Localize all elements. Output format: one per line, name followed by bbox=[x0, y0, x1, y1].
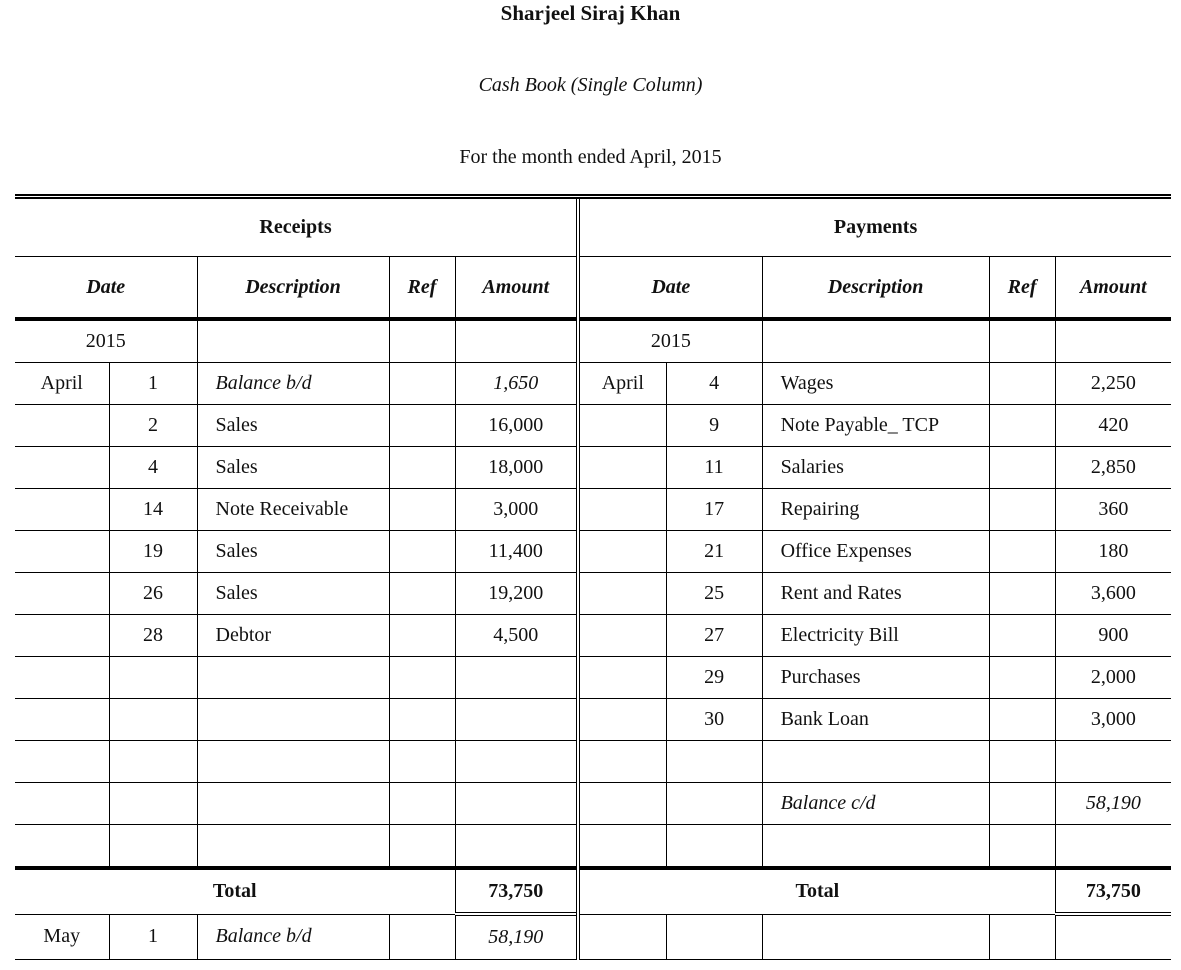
receipts-description-cell bbox=[197, 783, 389, 825]
receipts-month-cell bbox=[15, 489, 109, 531]
receipts-amount-cell: 16,000 bbox=[455, 405, 578, 447]
payments-ref-cell bbox=[989, 699, 1055, 741]
table-row bbox=[15, 447, 1171, 489]
payments-amount-cell: 2,250 bbox=[1055, 363, 1171, 405]
receipts-month-cell bbox=[15, 741, 109, 783]
receipts-ref-cell bbox=[389, 573, 455, 615]
payments-month-cell bbox=[578, 825, 666, 869]
table-row bbox=[15, 657, 1171, 699]
payments-day-cell: 25 bbox=[666, 573, 762, 615]
receipts-description-cell bbox=[197, 657, 389, 699]
receipts-heading: Receipts bbox=[15, 197, 578, 257]
receipts-amount-cell: 19,200 bbox=[455, 573, 578, 615]
receipts-day-cell: 4 bbox=[109, 447, 197, 489]
receipts-date-header: Date bbox=[15, 257, 197, 320]
carry-month: May bbox=[15, 914, 109, 960]
payments-month-cell: April bbox=[578, 363, 666, 405]
payments-amount-cell: 360 bbox=[1055, 489, 1171, 531]
payments-month-cell bbox=[578, 783, 666, 825]
receipts-day-cell bbox=[109, 825, 197, 869]
payments-ref-cell bbox=[989, 531, 1055, 573]
receipts-total-amount: 73,750 bbox=[455, 868, 578, 914]
payments-year: 2015 bbox=[578, 319, 762, 363]
payments-description-cell: Repairing bbox=[762, 489, 989, 531]
receipts-day-cell bbox=[109, 699, 197, 741]
receipts-month-cell bbox=[15, 615, 109, 657]
carry-forward-row bbox=[15, 914, 1171, 960]
section-header-row bbox=[15, 197, 1171, 257]
payments-description-cell: Electricity Bill bbox=[762, 615, 989, 657]
payments-description-cell bbox=[762, 825, 989, 869]
receipts-month-cell bbox=[15, 783, 109, 825]
table-row bbox=[15, 825, 1171, 869]
payments-total-label: Total bbox=[578, 868, 1055, 914]
receipts-day-cell: 26 bbox=[109, 573, 197, 615]
receipts-day-cell: 14 bbox=[109, 489, 197, 531]
payments-day-cell bbox=[666, 741, 762, 783]
payments-month-cell bbox=[578, 573, 666, 615]
receipts-amount-cell bbox=[455, 741, 578, 783]
receipts-month-cell bbox=[15, 405, 109, 447]
year-row bbox=[15, 319, 1171, 363]
payments-amount-cell bbox=[1055, 741, 1171, 783]
receipts-day-cell: 1 bbox=[109, 363, 197, 405]
receipts-month-cell bbox=[15, 699, 109, 741]
table-row bbox=[15, 741, 1171, 783]
payments-amount-cell: 420 bbox=[1055, 405, 1171, 447]
table-row bbox=[15, 615, 1171, 657]
receipts-ref-cell bbox=[389, 447, 455, 489]
payments-description-cell: Salaries bbox=[762, 447, 989, 489]
receipts-description-cell bbox=[197, 699, 389, 741]
payments-heading: Payments bbox=[578, 197, 1171, 257]
receipts-description-cell bbox=[197, 825, 389, 869]
payments-day-cell: 30 bbox=[666, 699, 762, 741]
payments-amount-cell: 900 bbox=[1055, 615, 1171, 657]
payments-description-cell: Wages bbox=[762, 363, 989, 405]
payments-ref-cell bbox=[989, 615, 1055, 657]
receipts-description-cell: Note Receivable bbox=[197, 489, 389, 531]
table-row bbox=[15, 783, 1171, 825]
receipts-ref-cell bbox=[389, 825, 455, 869]
payments-day-cell bbox=[666, 825, 762, 869]
carry-amount: 58,190 bbox=[455, 914, 578, 960]
payments-month-cell bbox=[578, 657, 666, 699]
payments-ref-cell bbox=[989, 363, 1055, 405]
document-subtitle: Cash Book (Single Column) bbox=[478, 74, 703, 96]
payments-description-cell: Office Expenses bbox=[762, 531, 989, 573]
payments-date-header: Date bbox=[578, 257, 762, 320]
receipts-total-label: Total bbox=[15, 868, 455, 914]
receipts-ref-header: Ref bbox=[389, 257, 455, 320]
receipts-month-cell bbox=[15, 531, 109, 573]
receipts-day-cell: 19 bbox=[109, 531, 197, 573]
receipts-description-cell: Sales bbox=[197, 447, 389, 489]
payments-amount-cell bbox=[1055, 825, 1171, 869]
payments-month-cell bbox=[578, 489, 666, 531]
receipts-amount-cell bbox=[455, 825, 578, 869]
totals-row bbox=[15, 868, 1171, 914]
payments-day-cell: 9 bbox=[666, 405, 762, 447]
receipts-amount-cell: 1,650 bbox=[455, 363, 578, 405]
receipts-ref-cell bbox=[389, 531, 455, 573]
receipts-ref-cell bbox=[389, 615, 455, 657]
payments-month-cell bbox=[578, 405, 666, 447]
payments-day-cell: 11 bbox=[666, 447, 762, 489]
receipts-day-cell bbox=[109, 657, 197, 699]
payments-day-cell: 27 bbox=[666, 615, 762, 657]
payments-day-cell: 21 bbox=[666, 531, 762, 573]
payments-ref-cell bbox=[989, 405, 1055, 447]
receipts-day-cell bbox=[109, 783, 197, 825]
receipts-day-cell: 28 bbox=[109, 615, 197, 657]
payments-day-cell: 29 bbox=[666, 657, 762, 699]
payments-day-cell: 4 bbox=[666, 363, 762, 405]
receipts-description-cell: Sales bbox=[197, 573, 389, 615]
table-row bbox=[15, 699, 1171, 741]
table-row bbox=[15, 531, 1171, 573]
receipts-year: 2015 bbox=[15, 319, 197, 363]
payments-description-cell: Rent and Rates bbox=[762, 573, 989, 615]
payments-ref-cell bbox=[989, 489, 1055, 531]
receipts-amount-header: Amount bbox=[455, 257, 578, 320]
payments-total-amount: 73,750 bbox=[1055, 868, 1171, 914]
receipts-day-cell bbox=[109, 741, 197, 783]
payments-ref-cell bbox=[989, 783, 1055, 825]
receipts-description-cell: Sales bbox=[197, 531, 389, 573]
receipts-description-cell: Sales bbox=[197, 405, 389, 447]
receipts-ref-cell bbox=[389, 657, 455, 699]
receipts-description-cell: Debtor bbox=[197, 615, 389, 657]
receipts-day-cell: 2 bbox=[109, 405, 197, 447]
receipts-ref-cell bbox=[389, 699, 455, 741]
carry-day: 1 bbox=[109, 914, 197, 960]
receipts-month-cell bbox=[15, 657, 109, 699]
table-row bbox=[15, 489, 1171, 531]
payments-amount-cell: 2,850 bbox=[1055, 447, 1171, 489]
payments-day-cell: 17 bbox=[666, 489, 762, 531]
table-row bbox=[15, 573, 1171, 615]
receipts-amount-cell: 3,000 bbox=[455, 489, 578, 531]
receipts-ref-cell bbox=[389, 489, 455, 531]
payments-month-cell bbox=[578, 699, 666, 741]
receipts-description-cell: Balance b/d bbox=[197, 363, 389, 405]
payments-month-cell bbox=[578, 447, 666, 489]
payments-description-cell: Note Payable_ TCP bbox=[762, 405, 989, 447]
payments-month-cell bbox=[578, 615, 666, 657]
receipts-ref-cell bbox=[389, 783, 455, 825]
receipts-amount-cell bbox=[455, 783, 578, 825]
payments-ref-cell bbox=[989, 741, 1055, 783]
receipts-month-cell bbox=[15, 825, 109, 869]
payments-amount-cell: 3,000 bbox=[1055, 699, 1171, 741]
receipts-month-cell bbox=[15, 573, 109, 615]
payments-description-cell: Balance c/d bbox=[762, 783, 989, 825]
cash-book-table bbox=[15, 194, 1171, 960]
receipts-amount-cell: 4,500 bbox=[455, 615, 578, 657]
payments-month-cell bbox=[578, 741, 666, 783]
receipts-description-cell bbox=[197, 741, 389, 783]
payments-day-cell bbox=[666, 783, 762, 825]
receipts-month-cell: April bbox=[15, 363, 109, 405]
receipts-ref-cell bbox=[389, 363, 455, 405]
receipts-ref-cell bbox=[389, 405, 455, 447]
carry-description: Balance b/d bbox=[197, 914, 389, 960]
payments-ref-cell bbox=[989, 447, 1055, 489]
receipts-amount-cell: 18,000 bbox=[455, 447, 578, 489]
receipts-amount-cell bbox=[455, 699, 578, 741]
document-title: Sharjeel Siraj Khan bbox=[500, 1, 681, 25]
payments-ref-cell bbox=[989, 657, 1055, 699]
payments-amount-cell: 58,190 bbox=[1055, 783, 1171, 825]
receipts-amount-cell: 11,400 bbox=[455, 531, 578, 573]
payments-description-cell bbox=[762, 741, 989, 783]
receipts-description-header: Description bbox=[197, 257, 389, 320]
receipts-month-cell bbox=[15, 447, 109, 489]
payments-ref-cell bbox=[989, 573, 1055, 615]
table-row bbox=[15, 405, 1171, 447]
receipts-amount-cell bbox=[455, 657, 578, 699]
table-row bbox=[15, 363, 1171, 405]
receipts-ref-cell bbox=[389, 741, 455, 783]
payments-ref-header: Ref bbox=[989, 257, 1055, 320]
period-label: For the month ended April, 2015 bbox=[459, 146, 722, 168]
payments-ref-cell bbox=[989, 825, 1055, 869]
payments-month-cell bbox=[578, 531, 666, 573]
payments-amount-cell: 180 bbox=[1055, 531, 1171, 573]
payments-description-cell: Bank Loan bbox=[762, 699, 989, 741]
payments-description-cell: Purchases bbox=[762, 657, 989, 699]
payments-amount-cell: 3,600 bbox=[1055, 573, 1171, 615]
payments-amount-cell: 2,000 bbox=[1055, 657, 1171, 699]
payments-description-header: Description bbox=[762, 257, 989, 320]
payments-amount-header: Amount bbox=[1055, 257, 1171, 320]
column-header-row bbox=[15, 257, 1171, 320]
